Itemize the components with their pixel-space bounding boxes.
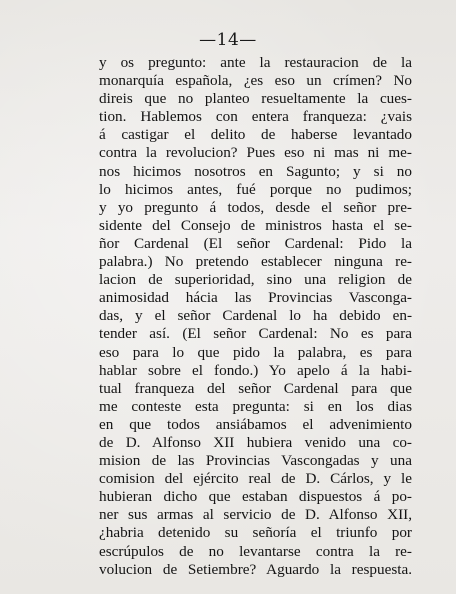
text-line: animosidad hácia las Provincias Vasconga- (99, 289, 412, 307)
text-line: de D. Alfonso XII hubiera venido una co- (99, 433, 412, 451)
text-line: direis que no planteo resueltamente la cues- (99, 90, 412, 108)
text-line: tion. Hablemos con entera franqueza: ¿vais (99, 108, 412, 126)
text-line: ñor Cardenal (El señor Cardenal: Pido la (99, 234, 412, 252)
text-line: hubieran dicho que estaban dispuestos á po- (99, 488, 412, 506)
text-line: lo hicimos antes, fué porque no pudimos; (99, 180, 412, 198)
text-line: ner sus armas al servicio de D. Alfonso XII, (99, 506, 412, 524)
text-line: palabra.) No pretendo establecer ninguna re- (99, 253, 412, 271)
text-line: á castigar el delito de haberse levantado (99, 126, 412, 144)
text-line: monarquía española, ¿es eso un crímen? No (99, 72, 412, 90)
text-line: en que todos ansiábamos el advenimiento (99, 415, 412, 433)
text-line: nos hicimos nosotros en Sagunto; y si no (99, 162, 412, 180)
text-line: y os pregunto: ante la restauracion de la (99, 54, 412, 71)
text-line: tual franqueza del señor Cardenal para que (99, 379, 412, 397)
text-line: y yo pregunto á todos, desde el señor pre- (99, 198, 412, 216)
text-line: contra la revolucion? Pues eso ni mas ni me- (99, 144, 412, 162)
text-line: comision del ejército real de D. Cárlos, y le (99, 470, 412, 488)
page-number: —14— (199, 30, 257, 50)
text-line: das, y el señor Cardenal lo ha debido en- (99, 307, 412, 325)
text-line: ¿habria detenido su señoría el triunfo por (99, 524, 412, 542)
text-line: sidente del Consejo de ministros hasta el se- (99, 216, 412, 234)
text-line: tender así. (El señor Cardenal: No es para (99, 325, 412, 343)
text-line: lacion de superioridad, sino una religion de (99, 271, 412, 289)
text-line: escrúpulos de no levantarse contra la re- (99, 542, 412, 560)
text-line: volucion de Setiembre? Aguardo la respuesta. (99, 560, 412, 578)
text-line: hablar sobre el fondo.) Yo apelo á la habi- (99, 361, 412, 379)
text-line: mision de las Provincias Vascongadas y una (99, 452, 412, 470)
text-line: eso para lo que pido la palabra, es para (99, 343, 412, 361)
body-text (99, 54, 412, 579)
text-line: me conteste esta pregunta: si en los dias (99, 397, 412, 415)
